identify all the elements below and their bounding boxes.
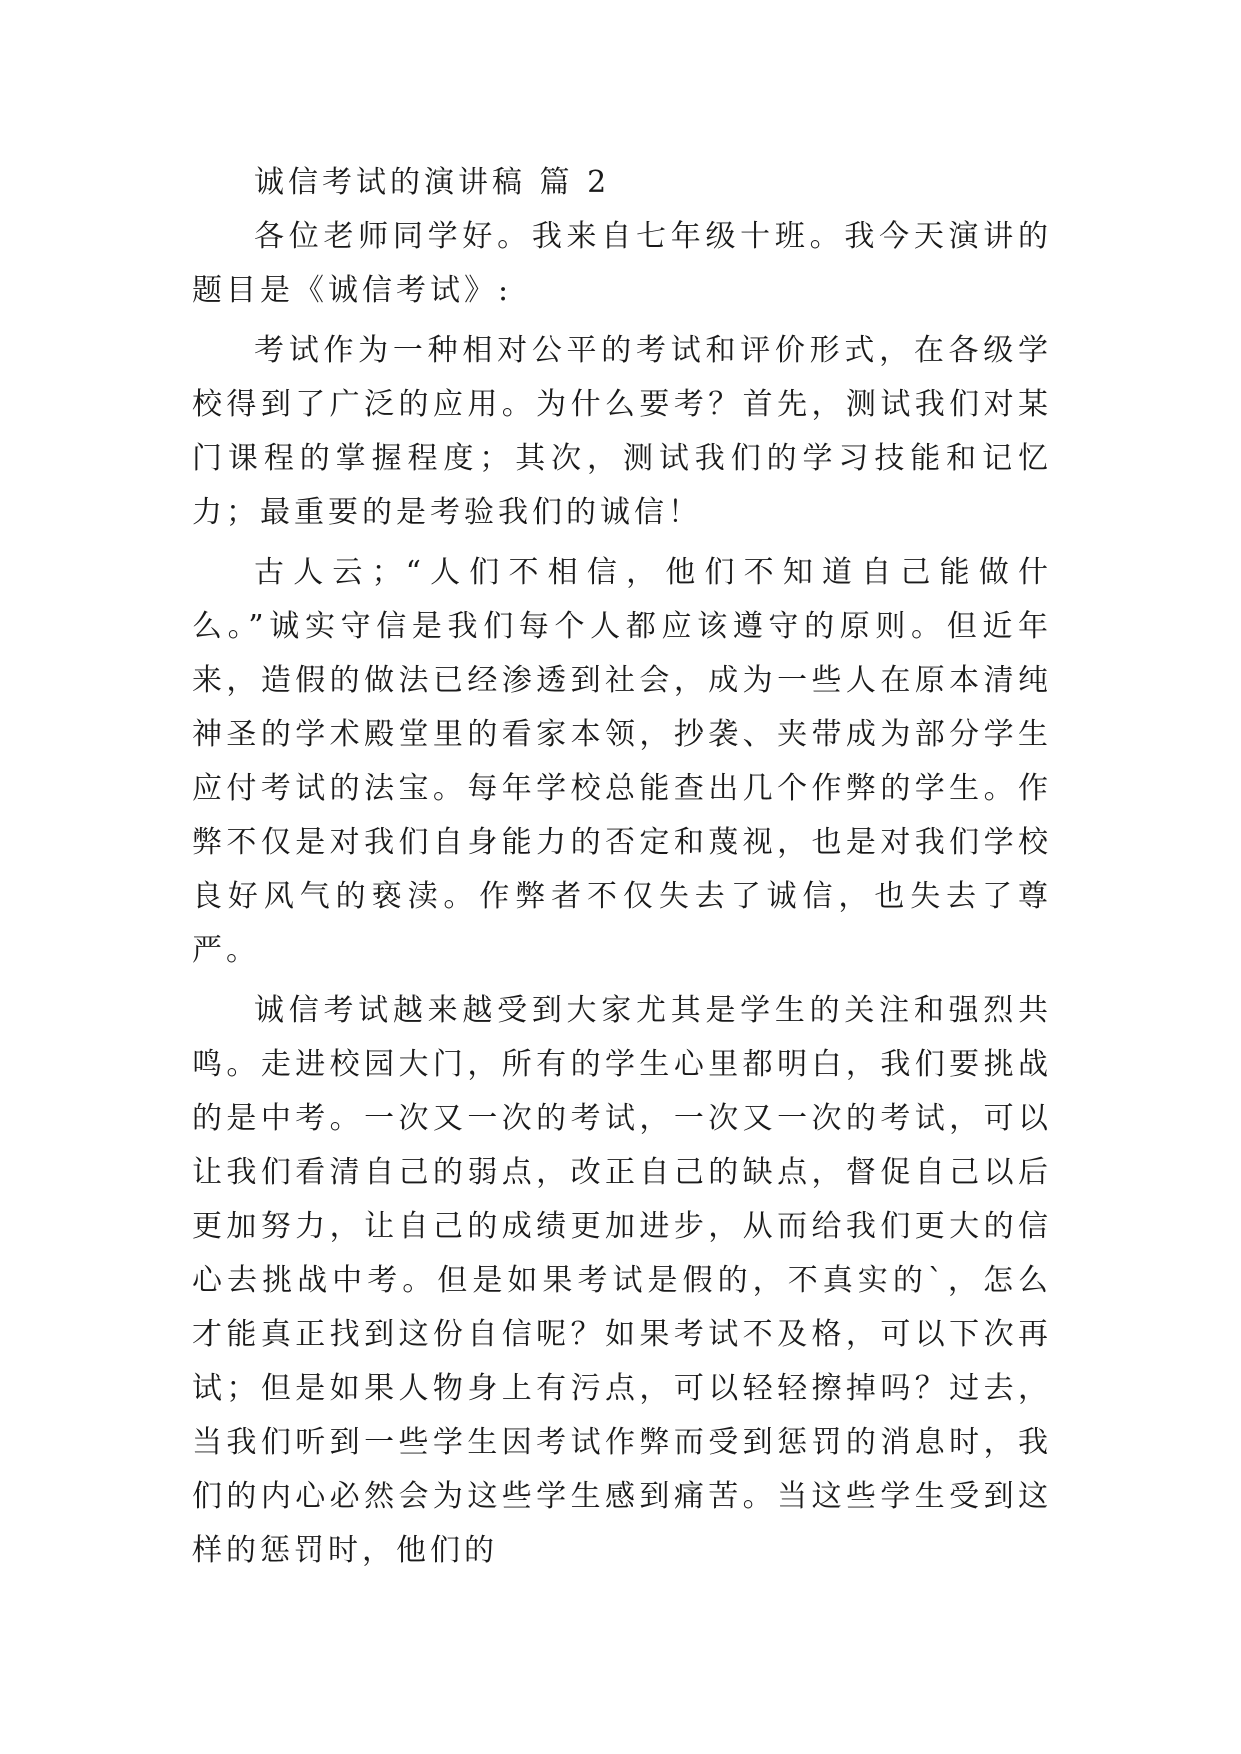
paragraph-honest-exam: 诚信考试越来越受到大家尤其是学生的关注和强烈共鸣。走进校园大门，所有的学生心里都明白，我们要挑战的是中考。一次又一次的考试，一次又一次的考试，可以让我们看清自己的弱点，改正自己的缺点，督促自己以后更加努力，让自己的成绩更加进步，从而给我们更大的信心去挑战中考。但是如果考试是假的，不真实的`，怎么才能真正找到这份自信呢？如果考试不及格，可以下次再试；但是如果人物身上有污点，可以轻轻擦掉吗？过去，当我们听到一些学生因考试作弊而受到惩罚的消息时，我们的内心必然会为这些学生感到痛苦。当这些学生受到这样的惩罚时，他们的 [192, 993, 1052, 1568]
document-body [192, 156, 1052, 1584]
paragraph-greeting: 各位老师同学好。我来自七年级十班。我今天演讲的题目是《诚信考试》: [192, 219, 1052, 308]
paragraph-exam-purpose: 考试作为一种相对公平的考试和评价形式，在各级学校得到了广泛的应用。为什么要考？首先，测试我们对某门课程的掌握程度；其次，测试我们的学习技能和记忆力；最重要的是考验我们的诚信！ [192, 333, 1052, 530]
document-title: 诚信考试的演讲稿 篇 2 [254, 165, 611, 200]
paragraph-honesty-principle: 古人云；“人们不相信，他们不知道自己能做什么。”诚实守信是我们每个人都应该遵守的原则。但近年来，造假的做法已经渗透到社会，成为一些人在原本清纯神圣的学术殿堂里的看家本领，抄袭、夹带成为部分学生应付考试的法宝。每年学校总能查出几个作弊的学生。作弊不仅是对我们自身能力的否定和蔑视，也是对我们学校良好风气的亵渎。作弊者不仅失去了诚信，也失去了尊严。 [192, 555, 1052, 968]
